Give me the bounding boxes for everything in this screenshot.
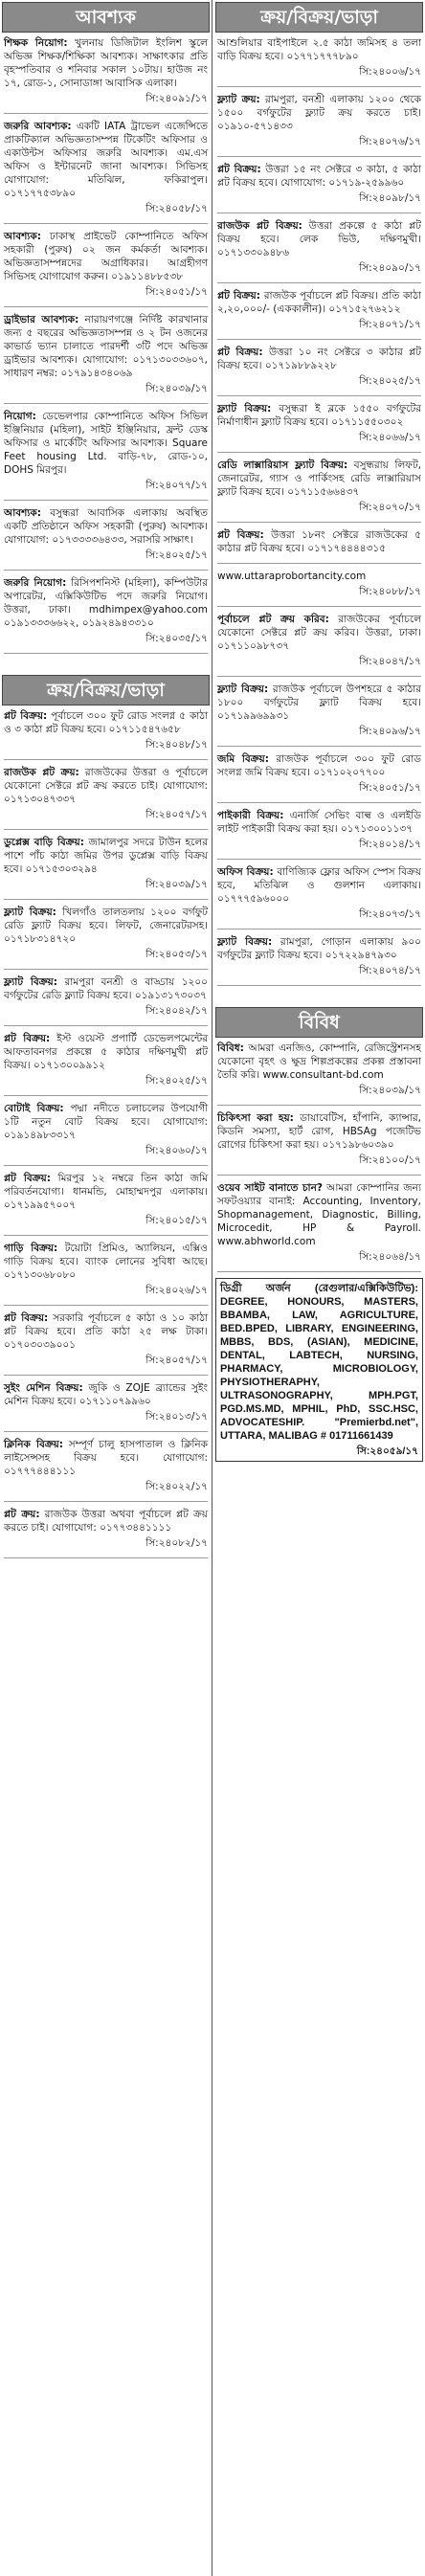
ad-body: রাজউক পূর্বাচলে উপশহরে ৫ কাঠার ১৮০০ বর্গফুটের ফ্ল্যাট বিক্রয় হবে। ০১৭১৯৯৬৯৯৩১ xyxy=(217,683,422,722)
ad-ref: সি:২৪০৩৫/১৭ xyxy=(145,633,208,644)
left-column xyxy=(2,0,210,1564)
ad-body: রামপুরা, বনশ্রী এলাকায় ১২০০ থেকে ১৫০০ বর্গফুটের ফ্ল্যাট ক্রয় করতে চাই। ০১৯১০-৫৭১৪৩৩ xyxy=(217,94,421,132)
ad-ref: সি:২৪০৬০/১৭ xyxy=(145,1145,208,1156)
ad-separator xyxy=(4,899,208,900)
ad-separator xyxy=(217,859,421,860)
ad-lead: ফ্ল্যাট বিক্রয়: xyxy=(4,907,56,918)
ad-body: উত্তরা ১৫ নং সেক্টরে ৩ কাঠা, ৫ কাঠা প্লট বিক্রয় হবে। যোগাযোগ: ০১৭১৯-২৫৯৯৬০ xyxy=(217,164,422,189)
ad-separator xyxy=(4,653,208,654)
ad-ref: সি:২৪০২২/১৭ xyxy=(145,1481,208,1492)
classified-ad xyxy=(217,219,421,275)
ad-body: রামপুরা, গোড়ান এলাকায় ৯০০ বর্গফুটের ফ্ল্যাট বিক্রয় হবে। ০১৭২২৯৪৭৯৩০ xyxy=(217,936,422,961)
ad-lead: প্লট বিক্রয়: xyxy=(217,529,264,541)
ad-body: মিরপুর ১২ নম্বরে তিন কাঠা জমি পরিবর্তনযোগ্য। ধানমন্ডি, মোহাম্মদপুর এলাকায়। ০১৭১৯৯৫৭০০৭ xyxy=(4,1173,209,1211)
ad-lead: প্লট বিক্রয়: xyxy=(217,290,260,302)
ad-separator xyxy=(4,1025,208,1026)
ad-body: আমরা কোম্পানির জন্য সফটওয়্যার বানাই: Accounting, Inventory, Shopmanagement, Diagnostic, Billing, Microcedit, HP & Payroll. www.abhworld.com xyxy=(217,1182,421,1247)
ad-lead: পাইকারী বিক্রয়: xyxy=(217,810,284,821)
ad-lead: শিক্ষক নিয়োগ: xyxy=(4,37,68,49)
ad-lead: ফ্ল্যাট বিক্রয়: xyxy=(4,976,57,988)
ad-body: আশুলিয়ার বাইপাইলে ২.৫ কাঠা জমিসহ ৪ তলা বাড়ি বিক্রয় হবে। ০১৭৭১৭৭৭৮৯০ xyxy=(217,37,421,62)
ad-lead: গাড়ি বিক্রয়: xyxy=(4,1243,58,1254)
ad-separator xyxy=(217,802,421,803)
classified-ad xyxy=(4,766,208,821)
ad-body: রাজউক উত্তরা অথবা পূর্বাচলে প্লট ক্রয় করতে চাই। যোগাযোগ: ০১৭৭৩৪৪১১১১ xyxy=(4,1509,208,1534)
ad-body: রাজউক পূর্বাচলে প্লট বিক্রয়। প্রতি কাঠা ২,২০,০০০/- (এককালীন)। ০১৭১৫২৭৬২১২ xyxy=(217,290,421,315)
ad-separator xyxy=(4,306,208,307)
ad-separator xyxy=(217,563,421,564)
ad-lead: ফ্ল্যাট বিক্রয়: xyxy=(217,403,272,414)
ad-ref: সি:২৪০৫১/১৭ xyxy=(145,286,208,298)
classified-ad xyxy=(4,576,208,645)
ad-body: www.uttaraprobortancity.com xyxy=(217,571,367,582)
ad-ref: সি:২৪০৭৬/১৭ xyxy=(359,136,421,147)
ad-lead: ওয়েব সাইট বানাতে চান? xyxy=(217,1182,323,1194)
ad-body: বসুন্ধরা ই ব্লকে ১৫৫০ বর্গফুটের নির্মাণাধীন ফ্ল্যাট বিক্রয় হবে। ০১৭১১৫৫০৩০২ xyxy=(217,403,421,428)
ad-lead: জরুরি নিয়োগ: xyxy=(4,577,67,589)
ad-separator xyxy=(4,1557,208,1558)
ad-ref: সি:২৪০৭৭/১৭ xyxy=(145,480,208,491)
classified-ad xyxy=(4,1381,208,1423)
ad-ref: সি:২৪০৯৮/১৭ xyxy=(359,192,421,204)
ad-lead: প্লট বিক্রয়: xyxy=(217,164,261,175)
degree-ad xyxy=(215,1278,423,1462)
ad-ref: সি:২৪০৫৭/১৭ xyxy=(145,1355,208,1366)
ad-separator xyxy=(4,570,208,571)
ad-lead: আবশ্যক: xyxy=(4,507,41,519)
ad-body: রাজউক পূর্বাচলে ৩০০ ফুট রোড সংলগ্ন জমি বিক্রয় হবে। ০১৭১০২০৭৭০০ xyxy=(217,753,421,778)
ad-lead: ডুপ্লেক্স বাড়ি বিক্রয়: xyxy=(4,837,84,848)
ad-separator xyxy=(217,985,421,986)
ad-lead: জমি বিক্রয়: xyxy=(217,753,269,765)
classified-ad xyxy=(4,1311,208,1367)
ad-lead: ডিগ্রী অর্জন (রেগুলার/এক্সিকিউটিভ): xyxy=(220,1283,418,1294)
ad-ref: সি:২৪০৭৪/১৭ xyxy=(359,965,421,976)
ads-list-kroy-right xyxy=(215,36,423,986)
ad-body: এনার্জি সেভিং বাল্ব ও এলইডি লাইট পাইকারী বিক্রয় করা হয়। ০১৭১৩০০১১৩৭ xyxy=(217,810,421,835)
ad-ref: সি:২৪০৩৯/১৭ xyxy=(145,383,208,394)
ad-lead: সুইং মেশিন বিক্রয়: xyxy=(4,1382,83,1394)
ad-separator xyxy=(217,282,421,283)
ad-lead: প্লট বিক্রয়: xyxy=(4,710,48,722)
classified-ad xyxy=(4,709,208,751)
ad-body: ডেভেলপার কোম্পানিতে অফিস সিভিল ইঞ্জিনিয়ার (মহিলা), সাইট ইঞ্জিনিয়ার, ফ্রন্ট ডেস্ক অফিসার ও মার্কেটিং অফিসার আবশ্যক। Square Feet housing Ltd. বাড়ি-৭৮, রোড-১০, DOHS মিরপুর। xyxy=(4,411,208,476)
ad-separator xyxy=(217,1271,421,1272)
ad-ref: সি:২৪০২৫/১৭ xyxy=(145,1075,208,1086)
classified-ad xyxy=(217,935,421,977)
ad-ref: সি:২৪০৪৮/১৭ xyxy=(145,739,208,750)
classified-ad xyxy=(4,1508,208,1550)
ad-ref: সি:২৪০৮৮/১৭ xyxy=(359,586,421,597)
ad-ref: সি:২৪০৪২/১৭ xyxy=(145,1005,208,1017)
ad-ref: সি:২৪০৫৯/১৭ xyxy=(356,1445,418,1457)
ad-body: সরকারি পূর্বাচলে ৫ কাঠা ও ১০ কাঠা প্লট বিক্রয় হবে। প্রতি কাঠা ২৫ লক্ষ টাকা। ০১৭০৩০৩৯০০১ xyxy=(4,1312,208,1351)
classified-ad xyxy=(217,613,421,668)
ad-ref: সি:২৪০৫৭/১৭ xyxy=(145,809,208,820)
ad-lead: রাজউক প্লট ক্রয়: xyxy=(4,767,79,778)
classified-ad xyxy=(217,1111,421,1167)
ad-lead: বোটাই বিক্রয়: xyxy=(4,1103,64,1114)
ad-lead: জরুরি আবশ্যক: xyxy=(4,121,72,132)
ad-ref: সি:২৪০২৫/১৭ xyxy=(359,375,421,387)
section-header-kroy-bikroy-right: ক্রয়/বিক্রয়/ভাড়া xyxy=(215,2,423,33)
ad-separator xyxy=(217,929,421,930)
ad-ref: সি:২৪০১৫/১৭ xyxy=(145,1215,208,1226)
ad-separator xyxy=(217,156,421,157)
ad-body: রিসিপশনিস্ট (মহিলা), কম্পিউটার অপারেটর, এক্সিকিউটিভ পদে জরুরি নিয়োগ। উত্তরা, ঢাকা। mdhimpex@yahoo.com ০১৯১৩৩৩৬৬২২, ০১৯২৪৯৪৩৩১০ xyxy=(4,577,208,629)
ad-ref: সি:২৪০৩৯/১৭ xyxy=(359,1085,421,1096)
ads-list-abosshok xyxy=(2,36,210,654)
ad-lead: রেডি লাক্সারিয়াস ফ্ল্যাট বিক্রয়: xyxy=(217,459,348,471)
ad-body: উত্তরা প্রকল্পে ৫ কাঠা প্লট বিক্রয় হবে। লেক ভিউ, দক্ষিণমুখী। ০১৭১৩৩০৯৪৮৬ xyxy=(217,220,422,258)
ad-lead: আবশ্যক: xyxy=(4,231,41,242)
ad-ref: সি:২৪০৮২/১৭ xyxy=(145,1537,208,1549)
classified-ad xyxy=(4,1242,208,1297)
ad-ref: সি:২৪০১৪/১৭ xyxy=(359,839,421,850)
classified-ad xyxy=(217,528,421,555)
ad-body: বাণিজ্যিক ফ্লোর অফিস স্পেস বিক্রয় হবে, মতিঝিল ও গুলশান এলাকায়। ০১৭৭৭৫৯৬০০০ xyxy=(217,866,422,905)
classified-ad xyxy=(4,1172,208,1227)
ad-lead: বিবিধ: xyxy=(217,1042,244,1054)
ad-lead: প্লট বিক্রয়: xyxy=(4,1173,51,1184)
ad-body: DEGREE, HONOURS, MASTERS, BBAMBA, LAW, AGRICULTURE, BED.BPED, LIBRARY, ENGINEERING, MBBS, BDS, (ASIAN), MEDICINE, DENTAL, LABTECH, NURSING, PHARMACY, MICROBIOLOGY, PHYSIOTHERAPHY, ULTRASONOGRAPHY, MPH.PGT, PGD.MS.MD, MPHIL, PhD, SSC.HSC, ADVOCATESHIP. "Premierbd.net", UTTARA, MALIBAG # 01711661439 xyxy=(220,1296,418,1442)
classified-ad xyxy=(4,120,208,215)
classified-ad xyxy=(217,570,421,598)
classified-ad xyxy=(217,752,421,795)
classified-ad xyxy=(4,1102,208,1157)
ad-lead: চিকিৎসা করা হয়: xyxy=(217,1112,294,1124)
ad-lead: প্লট বিক্রয়: xyxy=(4,1033,51,1044)
section-header-bibidh: বিবিধ xyxy=(215,1007,423,1038)
classified-ad xyxy=(4,1438,208,1493)
ad-separator xyxy=(4,1095,208,1096)
ad-ref: সি:২৪০০৬/১৭ xyxy=(359,66,421,78)
ad-lead: রাজউক প্লট বিক্রয়: xyxy=(217,220,302,232)
ad-ref: সি:২৪০৪৭/১৭ xyxy=(359,656,421,667)
classified-ad xyxy=(4,410,208,492)
ad-separator xyxy=(4,223,208,224)
classified-ad xyxy=(217,346,421,388)
ad-ref: সি:২৪০৩৯/১৭ xyxy=(145,879,208,890)
ad-separator xyxy=(217,746,421,747)
ad-separator xyxy=(217,1175,421,1176)
ad-lead: ফ্ল্যাট বিক্রয়: xyxy=(217,936,273,948)
ad-separator xyxy=(217,606,421,607)
ad-lead: ড্রাইভার আবশ্যক: xyxy=(4,314,79,325)
classified-ad xyxy=(4,906,208,961)
ad-body: পূর্বাচলে ৩০০ ফুট রোড সংলগ্ন ৫ কাঠা ও ৩ কাঠা প্লট বিক্রয় হবে। ০১৭১১৫৪৭৬৫৮ xyxy=(4,710,209,735)
ad-lead: পূর্বাচলে প্লট ক্রয় করিব: xyxy=(217,614,329,625)
classified-ad xyxy=(4,230,208,299)
classified-ad xyxy=(217,459,421,514)
classified-ad xyxy=(4,836,208,891)
ads-list-kroy-left xyxy=(2,709,210,1558)
ad-separator xyxy=(4,403,208,404)
classified-ad xyxy=(217,809,421,851)
ad-body: ইস্ট ওয়েস্ট প্রপার্টি ডেভেলপমেন্টের আফতাবনগর প্রকল্পে ৫ কাঠার দক্ষিণমুখী প্লট বিক্রয়। ০১৭১৩০০৯৯১২ xyxy=(4,1033,209,1071)
ad-ref: সি:২৪০৭৩/১৭ xyxy=(359,908,421,920)
ad-ref: সি:২৪০৭০/১৭ xyxy=(359,502,421,513)
section-header-kroy-bikroy-left: ক্রয়/বিক্রয়/ভাড়া xyxy=(2,675,210,706)
ad-body: রাজউকের উত্তরা ও পূর্বাচলে যেকোনো সেক্টরে প্লট ক্রয় করতে চাই। যোগাযোগ: ০১৭১৩০৪৭৩৩৭ xyxy=(4,767,208,805)
classified-ad xyxy=(217,93,421,148)
ad-separator xyxy=(217,86,421,87)
ad-lead: ফ্ল্যাট বিক্রয়: xyxy=(217,683,269,695)
ad-body: ডায়াবেটিস, হাঁপানি, ক্যান্সার, কিডনি সমস্যা, হার্ট রোগ, HBSAg পজেটিভ রোগের চিকিৎসা করা হয়। ০১৭১৯৮৬০৩৯০ xyxy=(217,1112,422,1151)
ad-body: রামপুরা বনশ্রী ও বাড্ডায় ১২০০ বর্গফুটের রেডি ফ্ল্যাট বিক্রয় হবে। ০১৯১৩১৭৩০৩৭ xyxy=(4,976,208,1001)
ad-body: একটি IATA ট্রাভেল এজেন্সিতে প্রাকটিক্যাল অভিজ্ঞতাসম্পন্ন টিকেটিং অফিসার ও একাউন্টস অফিসার জরুরি আবশ্যক। এম.এস অফিস ও ইন্টারনেট জানা আবশ্যক। সিভিসহ যোগাযোগ: মতিঝিল, ফকিরাপুল। ০১৭১৭৭৫৩৮৯০ xyxy=(4,121,208,199)
ad-ref: সি:২৪০৭১/১৭ xyxy=(359,319,421,330)
ad-body: জুকি ও ZOJE ব্র্যান্ডের সুইং মেশিন বিক্রয় হবে। ০১৭১১০৭৯৯৬০ xyxy=(4,1382,208,1407)
ad-lead: প্লট বিক্রয়: xyxy=(4,1312,49,1324)
ad-ref: সি:২৪০১৩/১৭ xyxy=(145,1411,208,1422)
classified-ad xyxy=(4,313,208,395)
ad-separator xyxy=(4,969,208,970)
ad-lead: ফ্ল্যাট ক্রয়: xyxy=(217,94,260,105)
ad-separator xyxy=(4,113,208,114)
ad-separator xyxy=(217,522,421,523)
classified-ad xyxy=(4,36,208,105)
ad-body: নারায়ণগঞ্জে নির্দিষ্ট কারখানার জন্য ৫ বছরের অভিজ্ঞতাসম্পন্ন ও ২ টন ওজনের কাভার্ড ভ্যান চালাতে পারদর্শী ৩টি পদে অভিজ্ঞ ড্রাইভার আবশ্যক। যোগাযোগ: ০১৭১৩০৩৩৬০৭, সাধারণ নম্বর: ০১৭৯১৪৩৪০৬৯ xyxy=(4,314,208,379)
ad-separator xyxy=(4,1305,208,1306)
classified-ad xyxy=(217,1042,421,1097)
ads-list-bibidh xyxy=(215,1042,423,1272)
classified-ad xyxy=(217,865,421,921)
ad-ref: সি:২৪০৫১/১৭ xyxy=(359,782,421,794)
ad-body: রাজউকের পূর্বাচলে যেকোনো সেক্টরে প্লট ক্রয় করিব। উত্তরা, ঢাকা। ০১৭১১০৯৮৭৩৭ xyxy=(217,614,422,652)
ad-body: খুলনায় ডিজিটাল ইংলিশ স্কুলে অভিজ্ঞ শিক্ষক/শিক্ষিকা আবশ্যক। সাক্ষাৎকার প্রতি বৃহস্পতিবার ও শনিবার সকাল ১০টায়। হাউজ নং ১৭, রোড-১, সোনাডাঙ্গা আবাসিক এলাকা। xyxy=(4,37,208,89)
ad-ref: সি:২৪০৯৬/১৭ xyxy=(359,726,421,737)
ad-ref: সি:২৪০৬৪/১৭ xyxy=(359,1251,421,1263)
ad-separator xyxy=(217,339,421,340)
ad-separator xyxy=(4,829,208,830)
ad-body: খিলগাঁও তালতলায় ১২০০ বর্গফুট রেডি ফ্ল্যাট বিক্রয় হবে। লিফট, জেনারেটরসহ। ০১৭১৮৩১৪৭২০ xyxy=(4,907,209,945)
classified-ad xyxy=(217,683,421,738)
ad-ref: সি:২৪০৯০/১৭ xyxy=(359,262,421,274)
ad-body: জামালপুর সদরে টাউন হলের পাশে পাঁচ কাঠা জমির উপর ডুপ্লেক্স বাড়ি বিক্রয় হবে। ০১৭১৫৩০৩২৯৪ xyxy=(4,837,208,875)
classified-ad xyxy=(4,506,208,562)
ad-body: বসুন্ধরায় লিফট, জেনারেটর, গ্যাস ও পার্কিংসহ রেডি লাক্সারিয়াস ফ্ল্যাট বিক্রয় হবে। ০১৭১১৫৬৬৪৩৭ xyxy=(217,459,421,498)
ad-body: টয়োটা প্রিমিও, অ্যালিয়ন, এক্সিও গাড়ি বিক্রয় হবে। ব্যাংক লোনের সুবিধা আছে। ০১৭১৩০৬৮০৮০ xyxy=(4,1243,208,1281)
right-column xyxy=(215,0,423,1469)
ad-body: উত্তরা ১৮নং সেক্টরে রাজউকের ৫ কাঠার প্লট বিক্রয় হবে। ০১৭১৭৪৪৪৪৩১৫ xyxy=(217,529,421,554)
ad-body: বসুন্ধরা আবাসিক এলাকায় অবস্থিত একটি প্রতিষ্ঠানে অফিস সহকারী (পুরুষ) আবশ্যক। যোগাযোগ: ০১৭৩৩৩৩৬৪৩৩, সরাসরি সাক্ষাৎ। xyxy=(4,507,208,546)
ad-separator xyxy=(4,1431,208,1432)
ad-ref: সি:২৪০৬৬/১৭ xyxy=(359,432,421,443)
classified-ad xyxy=(217,36,421,78)
classified-ad xyxy=(4,975,208,1018)
classified-ad xyxy=(217,1181,421,1264)
ad-ref: সি:২৪০৯১/১৭ xyxy=(145,93,208,104)
ad-ref: সি:২৪০২৬/১৭ xyxy=(145,1285,208,1296)
ad-ref: সি:২৪০২৫/১৭ xyxy=(145,549,208,561)
ad-separator xyxy=(217,676,421,677)
ad-separator xyxy=(4,1165,208,1166)
ad-separator xyxy=(217,395,421,396)
ad-ref: সি:২৪০৫৩/১৭ xyxy=(145,949,208,960)
ad-separator xyxy=(4,1375,208,1376)
ad-lead: প্লট বিক্রয়: xyxy=(217,347,263,358)
ad-ref: সি:২৪১০০/১৭ xyxy=(359,1154,421,1166)
ad-lead: নিয়োগ: xyxy=(4,411,36,422)
ad-lead: অফিস বিক্রয়: xyxy=(217,866,274,878)
ad-separator xyxy=(217,452,421,453)
classified-ad xyxy=(217,402,421,444)
ad-lead: প্লট ক্রয়: xyxy=(4,1509,40,1520)
ad-separator xyxy=(217,1105,421,1106)
ad-body: ঢাকাস্থ প্রাইভেট কোম্পানিতে অফিস সহকারী (পুরুষ) ০২ জন কর্মকর্তা আবশ্যক। অভিজ্ঞতাসম্পন্নদের অগ্রাধিকার। আগ্রহীগণ সিভিসহ যোগাযোগ করুন। ০১৯১১৪৮৮৫৩৮ xyxy=(4,231,208,282)
section-header-abosshok: আবশ্যক xyxy=(2,2,210,33)
ad-ref: সি:২৪০৫৮/১৭ xyxy=(145,203,208,214)
ad-separator xyxy=(4,500,208,501)
ad-separator xyxy=(4,759,208,760)
ad-lead: ক্লিনিক বিক্রয়: xyxy=(4,1439,63,1450)
classified-ad xyxy=(217,163,421,205)
ad-separator xyxy=(4,1235,208,1236)
classified-ad xyxy=(4,1032,208,1087)
classified-ad xyxy=(217,289,421,331)
ad-body: সম্পূর্ণ চালু হাসপাতাল ও ক্লিনিক লাইসেন্সসহ বিক্রয় হবে। যোগাযোগ: ০১৭৭৭৪৪৪১১১ xyxy=(4,1439,208,1477)
ad-separator xyxy=(4,1501,208,1502)
ad-body: পদ্মা নদীতে চলাচলের উপযোগী ১টি নতুন বোট বিক্রয় হবে। যোগাযোগ: ০১৯১৪৯৮৩৩১৭ xyxy=(4,1103,209,1141)
ad-body: উত্তরা ১০ নং সেক্টরে ৩ কাঠার প্লট বিক্রয় হবে। ০১৭১৯৮৮৯২২৮ xyxy=(217,347,422,371)
ad-body: আমরা এনজিও, কোম্পানি, রেজিস্ট্রেশনসহ যেকোনো বৃহৎ ও ক্ষুদ্র শিল্পপ্রকল্পের প্রকল্প প্রস্তাবনা তৈরি করি। www.consultant-bd.com xyxy=(217,1042,421,1081)
